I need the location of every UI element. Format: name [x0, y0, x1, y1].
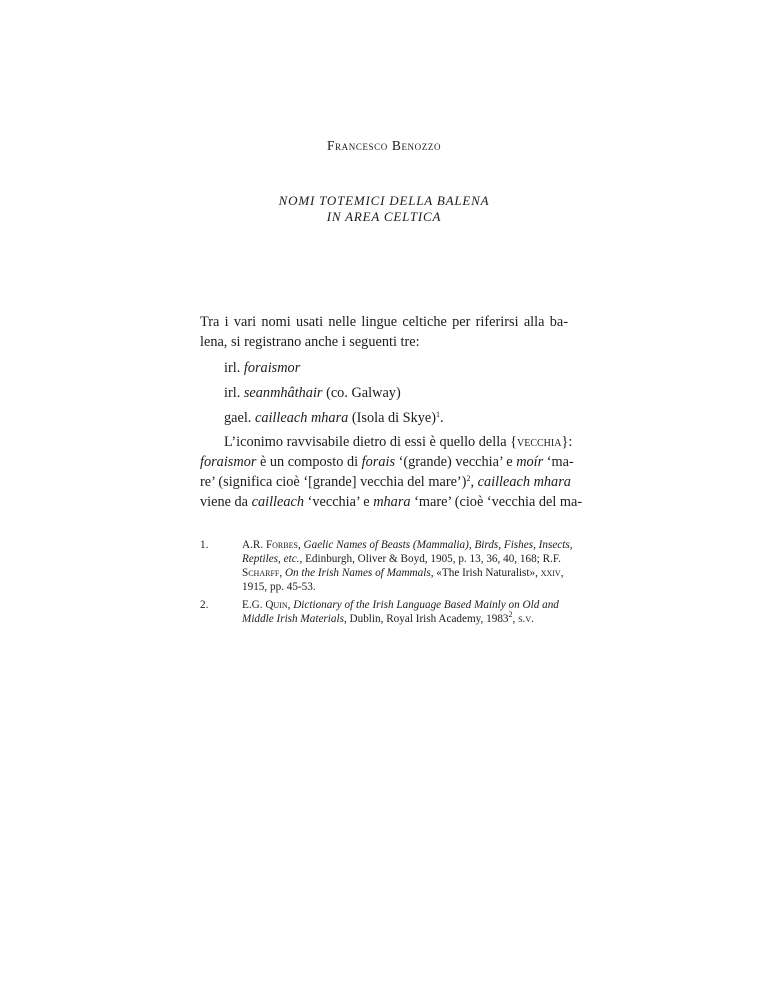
footnote-ref-1[interactable]: 1	[436, 410, 441, 419]
footnote-number: 2.	[200, 599, 209, 611]
list-item	[224, 410, 444, 427]
entry-language: gael.	[224, 410, 252, 426]
title-line-1: NOMI TOTEMICI DELLA BALENA	[278, 193, 490, 208]
footnote-ref-2[interactable]: 2	[466, 474, 471, 483]
article-title	[0, 193, 768, 225]
para-line-4: viene da cailleach ‘vecchia’ e mhara ‘mare’ (cioè ‘vecchia del ma-	[200, 494, 583, 510]
intro-line-2: lena, si registrano anche i seguenti tre:	[200, 334, 420, 350]
list-item	[224, 385, 401, 402]
list-item	[224, 360, 300, 377]
footnote-1: 1. A.R. Forbes, Gaelic Names of Beasts (Mammalia), Birds, Fishes, Insects, Reptiles, etc., Edinburgh, Oliver & Boyd, 1905, p. 13, 36, 40, 168; R.F. Scharff, On the Irish Names of Mammals, «The Irish Naturalist», xxiv, 1915, pp. 45-53.	[200, 539, 573, 593]
entry-language: irl.	[224, 385, 241, 401]
entry-note: (co. Galway)	[326, 385, 401, 401]
entry-period: .	[440, 410, 444, 426]
footnote-number: 1.	[200, 539, 209, 551]
para-line-1: L’iconimo ravvisabile dietro di essi è quello della {vecchia}:	[224, 434, 573, 450]
intro-line-1: Tra i vari nomi usati nelle lingue celtiche per riferirsi alla ba-	[200, 314, 568, 330]
title-line-2: IN AREA CELTICA	[326, 209, 442, 224]
intro-paragraph	[200, 312, 568, 352]
entry-note: (Isola di Skye)	[351, 410, 437, 426]
footnote-2: 2. E.G. Quin, Dictionary of the Irish Language Based Mainly on Old and Middle Irish Materials, Dublin, Royal Irish Academy, 1983$^2$, s.v.	[200, 599, 559, 625]
para-line-3: re’ (significa cioè ‘[grande] vecchia del mare’)$^2$, cailleach mhara	[200, 474, 571, 490]
entry-term: cailleach mhara	[254, 410, 349, 426]
footnotes	[200, 538, 573, 630]
entry-language: irl.	[224, 360, 241, 376]
author-name: Francesco Benozzo	[326, 138, 442, 153]
para-line-2: foraismor è un composto di forais ‘(grande) vecchia’ e moír ‘ma-	[200, 454, 574, 470]
entry-term: seanmhâthair	[243, 385, 323, 401]
entry-term: foraismor	[243, 360, 301, 376]
body-paragraph	[200, 432, 583, 512]
